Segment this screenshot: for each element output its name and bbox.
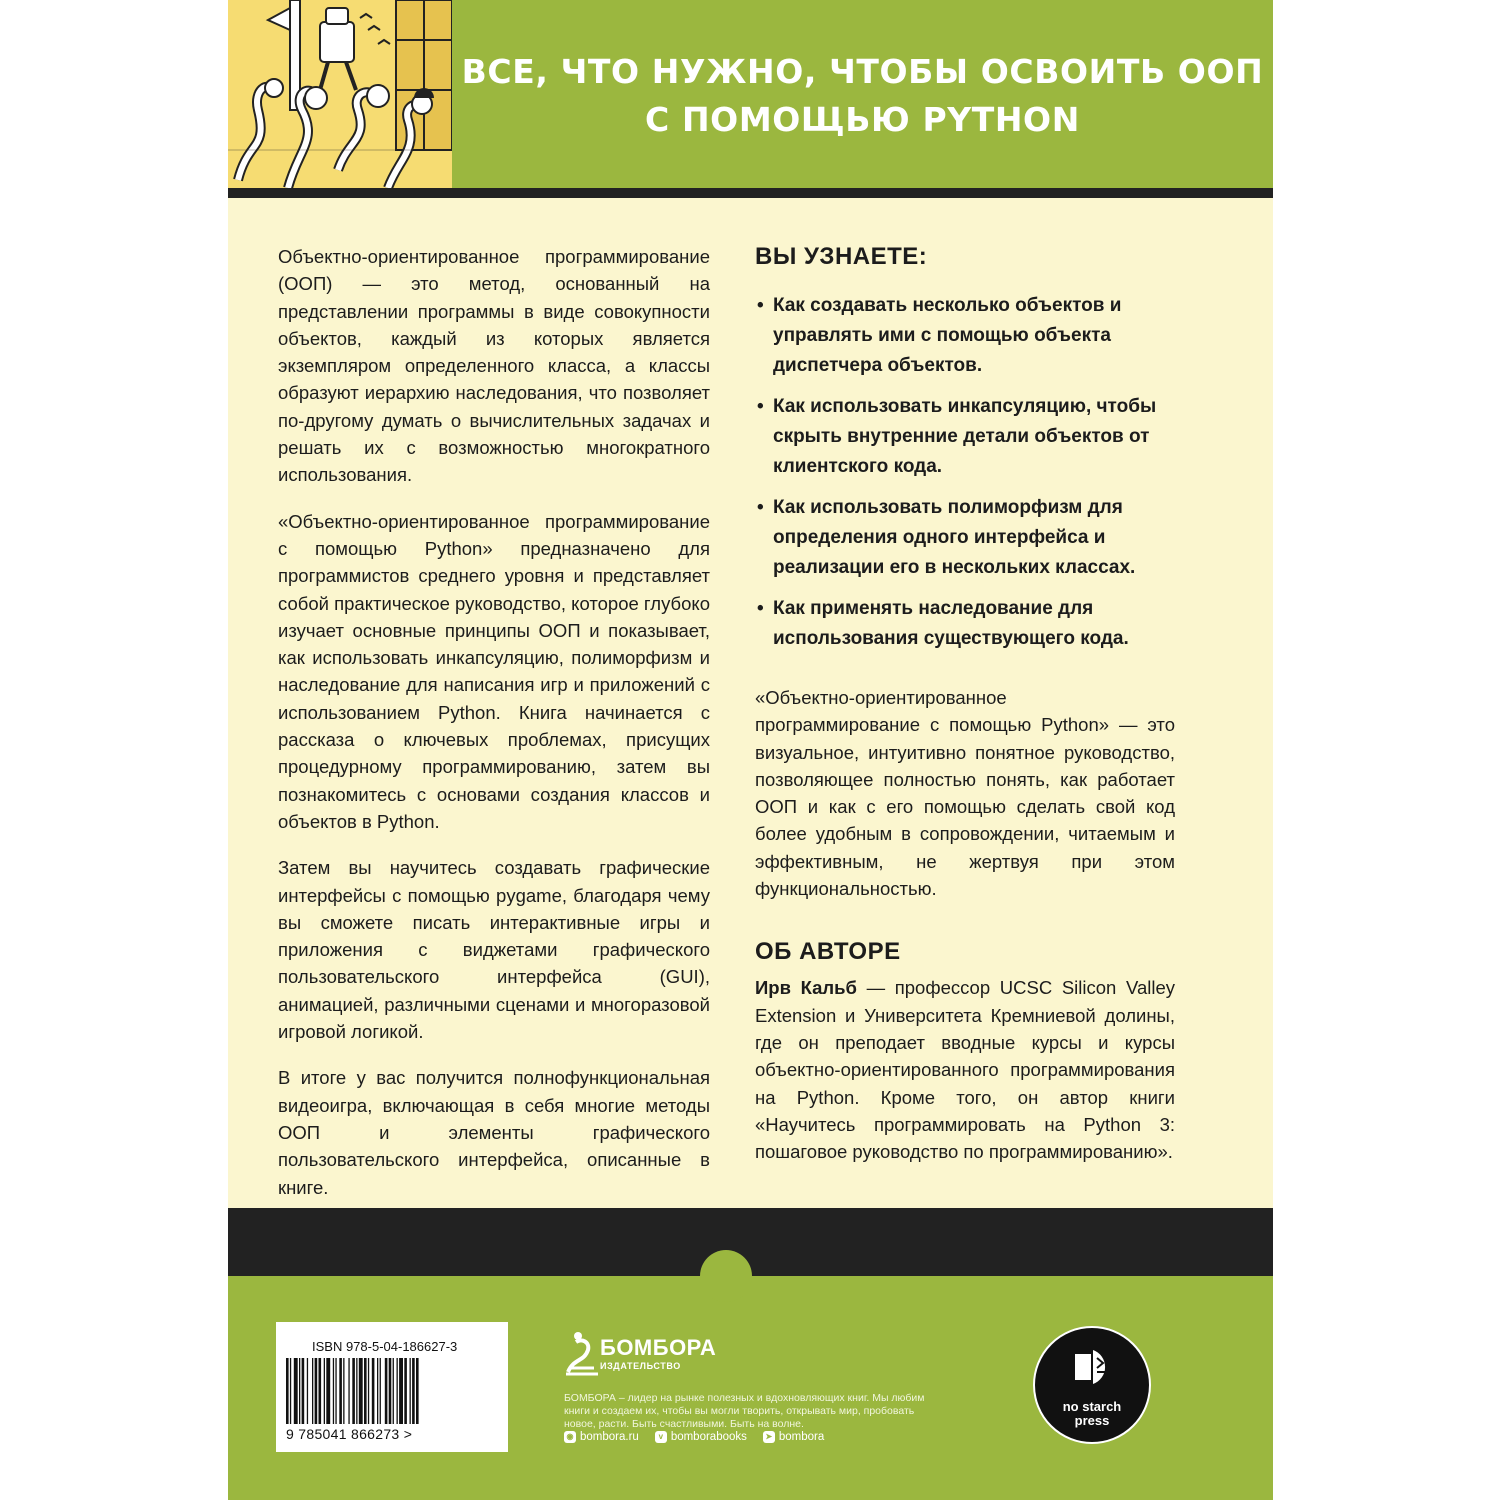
publisher-links bbox=[564, 1431, 824, 1443]
isbn-label: ISBN 978-5-04-186627-3 bbox=[312, 1339, 458, 1354]
description-paragraph: «Объектно-ориентированное программирование с помощью Python» предназначено для программистов среднего уровня и представляет собой практическое руководство, которое глубоко изучает основные принципы ООП и показывает, как использовать инкапсуляцию, полиморфизм и наследование для написания игр и приложений с использованием Python. Книга начинается с рассказа о ключевых проблемах, присущих процедурному программированию, затем вы познакомитесь с основами создания классов и объектов в Python. bbox=[278, 510, 710, 832]
learn-bullet bbox=[755, 493, 1175, 583]
learn-heading: ВЫ УЗНАЕТЕ: bbox=[755, 243, 928, 270]
author-bio-text: — профессор UCSC Silicon Valley Extension и Университета Кремниевой долины, где он преподает вводные курсы и курсы объектно-ориентированного программирования на Python. Кроме того, он автор книги «Научитесь программировать на Python 3: пошаговое руководство по программированию». bbox=[755, 977, 1175, 1163]
barcode-digits: 9 785041 866273 > bbox=[286, 1426, 413, 1442]
author-name: Ирв Кальб bbox=[755, 977, 857, 999]
telegram-link-label: bombora bbox=[778, 1431, 825, 1443]
website-link[interactable] bbox=[564, 1431, 639, 1443]
bullet-text: Как создавать несколько объектов и управлять ими с помощью объекта диспетчера объектов. bbox=[773, 295, 1122, 376]
barcode-icon bbox=[286, 1358, 498, 1424]
no-starch-press-label bbox=[1035, 1400, 1149, 1428]
book-back-cover bbox=[228, 0, 1273, 1500]
description-paragraph: Объектно-ориентированное программирование (ООП) — это метод, основанный на представлении программы в виде совокупности объектов, каждый из которых является экземпляром определенного класса, а классы образуют иерархию наследования, что позволяет по-другому думать о вычислительных задачах и решать их с возможностью многократного использования. bbox=[278, 246, 710, 486]
publisher-tagline: БОМБОРА – лидер на рынке полезных и вдохновляющих книг. Мы любим книги и создаем их, чтобы вы могли творить, открывать мир, пробовать новое, расти. Быть счастливыми. Быть на волне. bbox=[564, 1392, 925, 1430]
telegram-icon: ➤ bbox=[763, 1431, 775, 1443]
no-starch-line-1: no starch bbox=[1062, 1399, 1122, 1414]
no-starch-line-2: press bbox=[1074, 1413, 1110, 1428]
no-starch-press-logo bbox=[1033, 1326, 1151, 1444]
bullet-text: Как использовать полиморфизм для определения одного интерфейса и реализации его в нескольких классах. bbox=[773, 497, 1136, 578]
summary-paragraph: «Объектно-ориентированное программирование с помощью Python» — это визуальное, интуитивно понятное руководство, позволяющее полностью понять, как работает ООП и как с его помощью сделать свой код более удобным в сопровождении, читаемым и эффективным, не жертвуя при этом функциональностью. bbox=[755, 687, 1175, 900]
headline-line-1: ВСЕ, ЧТО НУЖНО, ЧТОБЫ ОСВОИТЬ ООП bbox=[461, 52, 1264, 91]
author-heading: ОБ АВТОРЕ bbox=[755, 938, 901, 966]
learn-bullet bbox=[755, 291, 1175, 381]
website-link-label: bombora.ru bbox=[580, 1431, 639, 1443]
publisher-name: БОМБОРА bbox=[600, 1335, 717, 1360]
globe-icon: ◉ bbox=[564, 1431, 576, 1443]
cover-illustration bbox=[228, 0, 452, 188]
bullet-dot: • bbox=[757, 396, 764, 417]
footer-divider bbox=[228, 1208, 1273, 1276]
learn-bullet bbox=[755, 392, 1175, 482]
bullet-text: Как применять наследование для использования существующего кода. bbox=[773, 598, 1129, 649]
header-divider bbox=[228, 188, 1273, 198]
learn-bullet bbox=[755, 594, 1175, 654]
description-column bbox=[278, 243, 710, 1220]
no-starch-emblem-icon bbox=[1035, 1328, 1149, 1398]
vk-link-label: bomborabooks bbox=[670, 1431, 747, 1443]
bullet-dot: • bbox=[757, 598, 764, 619]
description-paragraph: В итоге у вас получится полнофункциональная видеоигра, включающая в себя многие методы ООП и элементы графического пользовательского интерфейса, описанные в книге. bbox=[278, 1067, 710, 1198]
footer-tab bbox=[700, 1250, 752, 1302]
bullet-dot: • bbox=[757, 295, 764, 316]
bullet-text: Как использовать инкапсуляцию, чтобы скрыть внутренние детали объектов от клиентского кода. bbox=[773, 396, 1157, 477]
headline-line-2: С ПОМОЩЬЮ PYTHON bbox=[645, 100, 1080, 139]
header-band bbox=[228, 0, 1273, 188]
barcode-panel bbox=[276, 1322, 508, 1452]
description-paragraph: Затем вы научитесь создавать графические интерфейсы с помощью pygame, благодаря чему вы сможете писать интерактивные игры и приложения с виджетами графического пользовательского интерфейса (GUI), анимацией, различными сценами и многоразовой игровой логикой. bbox=[278, 857, 710, 1043]
vk-link[interactable] bbox=[655, 1431, 747, 1443]
highlights-column bbox=[755, 243, 1175, 1165]
author-bio bbox=[755, 974, 1175, 1165]
cover-headline bbox=[452, 48, 1273, 144]
robots-and-snakes-illustration bbox=[228, 0, 452, 188]
bullet-dot: • bbox=[757, 497, 764, 518]
vk-icon: v bbox=[655, 1431, 667, 1443]
publisher-subtitle: ИЗДАТЕЛЬСТВО bbox=[600, 1361, 681, 1371]
telegram-link[interactable] bbox=[763, 1431, 824, 1443]
